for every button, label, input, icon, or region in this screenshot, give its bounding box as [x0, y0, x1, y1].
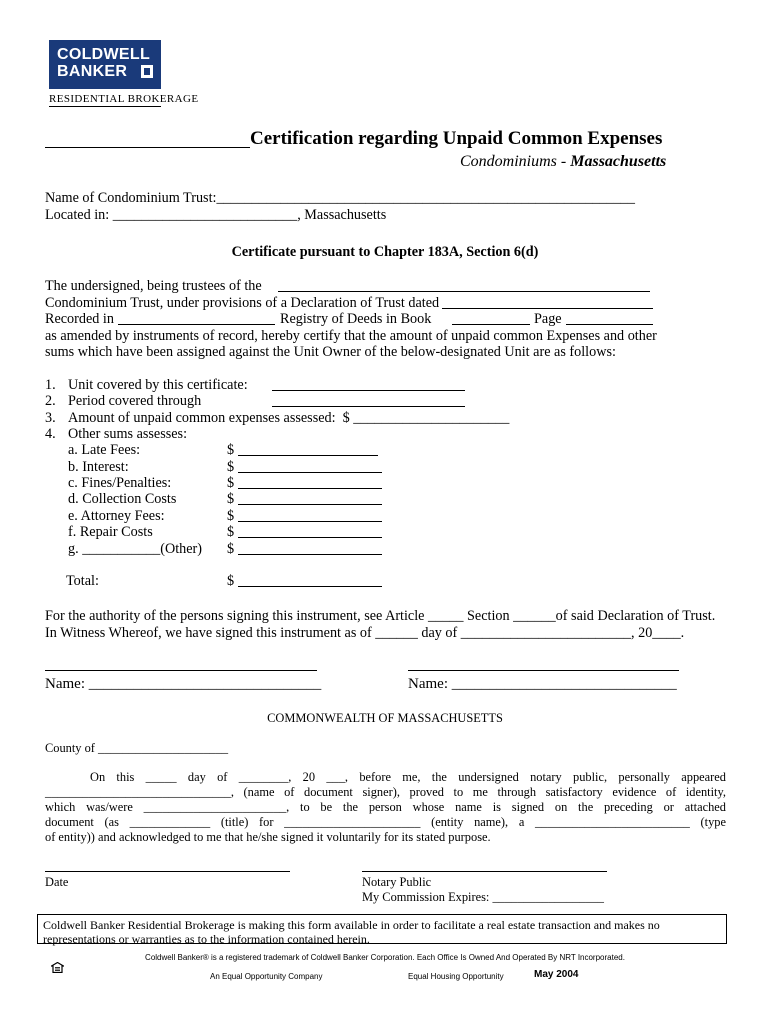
notary-line-4[interactable]: document (as _____________ (title) for ______________________ (entity name), a _________________________ (type — [45, 815, 726, 829]
interest-currency: $ — [227, 459, 235, 475]
disclaimer-box — [37, 914, 727, 944]
equal-housing-text: Equal Housing Opportunity — [408, 972, 504, 981]
attorney-fees-field[interactable] — [238, 521, 382, 522]
date-signature-line[interactable] — [45, 871, 290, 872]
subtitle-prefix: Condominiums - — [460, 153, 571, 170]
intro-page: Page — [534, 311, 562, 327]
item-1-label: Unit covered by this certificate: — [68, 377, 248, 393]
subtitle-state: Massachusetts — [570, 153, 667, 170]
commonwealth-heading: COMMONWEALTH OF MASSACHUSETTS — [267, 711, 503, 725]
intro-line-5: sums which have been assigned against the Unit Owner of the below-designated Unit are as follows: — [45, 344, 616, 360]
item-2-number: 2. — [45, 393, 56, 409]
other-label[interactable]: g. ___________(Other) — [68, 541, 202, 557]
equal-opportunity-text: An Equal Opportunity Company — [210, 972, 323, 981]
other-currency: $ — [227, 541, 235, 557]
intro-recorded: Recorded in — [45, 311, 114, 327]
other-field[interactable] — [238, 554, 382, 555]
title-rule — [45, 147, 250, 148]
fines-currency: $ — [227, 475, 235, 491]
notary-signature-line[interactable] — [362, 871, 607, 872]
signer-name-right[interactable]: Name: ______________________________ — [408, 676, 677, 692]
repair-costs-currency: $ — [227, 524, 235, 540]
logo-mark-icon — [141, 65, 153, 78]
attorney-fees-label: e. Attorney Fees: — [68, 508, 165, 524]
interest-field[interactable] — [238, 472, 382, 473]
item-4-label: Other sums assesses: — [68, 426, 188, 442]
repair-costs-label: f. Repair Costs — [68, 524, 153, 540]
registry-field[interactable] — [118, 324, 275, 325]
commission-expires[interactable]: My Commission Expires: __________________ — [362, 890, 604, 904]
total-label: Total: — [66, 573, 99, 589]
disclaimer-text: Coldwell Banker Residential Brokerage is making this form available in order to facilitate a real estate transaction and makes no representations or warranties as to the information contained herein. — [43, 918, 660, 946]
late-fees-field[interactable] — [238, 455, 378, 456]
notary-line-5: of entity)) and acknowledged to me that he/she signed it voluntarily for its stated purpose. — [45, 830, 491, 844]
fines-label: c. Fines/Penalties: — [68, 475, 172, 491]
total-field[interactable] — [238, 586, 382, 587]
intro-line-4: as amended by instruments of record, hereby certify that the amount of unpaid common Expenses and other — [45, 328, 657, 344]
collection-costs-label: d. Collection Costs — [68, 491, 177, 507]
coldwell-banker-logo — [49, 40, 161, 89]
witness-line[interactable]: In Witness Whereof, we have signed this instrument as of ______ day of ________________________, 20____. — [45, 625, 685, 641]
signature-line-left[interactable] — [45, 670, 317, 671]
declaration-date-field[interactable] — [442, 308, 653, 309]
equal-housing-icon — [51, 962, 64, 973]
book-field[interactable] — [452, 324, 530, 325]
form-date: May 2004 — [534, 969, 579, 980]
item-4-number: 4. — [45, 426, 56, 442]
item-3-number: 3. — [45, 410, 56, 426]
logo-line-1: COLDWELL — [57, 46, 151, 63]
late-fees-label: a. Late Fees: — [68, 442, 141, 458]
located-in-line[interactable]: Located in: __________________________, Massachusetts — [45, 207, 387, 223]
interest-label: b. Interest: — [68, 459, 129, 475]
item-3-label[interactable]: Amount of unpaid common expenses assessed: $ ______________________ — [68, 410, 510, 426]
attorney-fees-currency: $ — [227, 508, 235, 524]
intro-registry: Registry of Deeds in Book — [280, 311, 432, 327]
intro-line-1: The undersigned, being trustees of the — [45, 278, 262, 294]
trustee-name-field[interactable] — [278, 291, 650, 292]
unit-covered-field[interactable] — [272, 390, 465, 391]
fines-field[interactable] — [238, 488, 382, 489]
notary-public-label: Notary Public — [362, 875, 432, 889]
notary-line-2[interactable]: ______________________________, (name of document signer), proved to me through satisfactory evidence of identity, — [45, 785, 726, 799]
page-subtitle — [460, 153, 666, 171]
signer-name-left[interactable]: Name: _______________________________ — [45, 676, 322, 692]
page-title: Certification regarding Unpaid Common Expenses — [250, 128, 663, 149]
trademark-notice: Coldwell Banker® is a registered trademark of Coldwell Banker Corporation. Each Office Is Owned And Operated By NRT Incorporated. — [145, 953, 625, 962]
certificate-heading: Certificate pursuant to Chapter 183A, Section 6(d) — [231, 244, 539, 260]
date-label: Date — [45, 875, 69, 889]
collection-costs-currency: $ — [227, 491, 235, 507]
logo-rule — [49, 106, 161, 107]
signature-line-right[interactable] — [408, 670, 679, 671]
trust-name-line[interactable]: Name of Condominium Trust:___________________________________________________________ — [45, 190, 635, 206]
notary-acknowledgment — [45, 770, 726, 845]
intro-line-2: Condominium Trust, under provisions of a Declaration of Trust dated — [45, 295, 440, 311]
item-2-label: Period covered through — [68, 393, 202, 409]
authority-line[interactable]: For the authority of the persons signing this instrument, see Article _____ Section ______of said Declaration of Trust. — [45, 608, 716, 624]
collection-costs-field[interactable] — [238, 504, 382, 505]
notary-line-3[interactable]: which was/were _______________________, to be the person whose name is signed on the preceding or attached — [45, 800, 726, 814]
logo-line-2: BANKER — [57, 63, 128, 80]
page-field[interactable] — [566, 324, 653, 325]
logo-tagline: RESIDENTIAL BROKERAGE — [49, 93, 199, 105]
period-covered-field[interactable] — [272, 406, 465, 407]
county-line[interactable]: County of _____________________ — [45, 741, 229, 755]
late-fees-currency: $ — [227, 442, 235, 458]
repair-costs-field[interactable] — [238, 537, 382, 538]
item-1-number: 1. — [45, 377, 56, 393]
total-currency: $ — [227, 573, 235, 589]
notary-line-1[interactable]: On this _____ day of ________, 20 ___, before me, the undersigned notary public, personally appeared — [90, 770, 726, 784]
